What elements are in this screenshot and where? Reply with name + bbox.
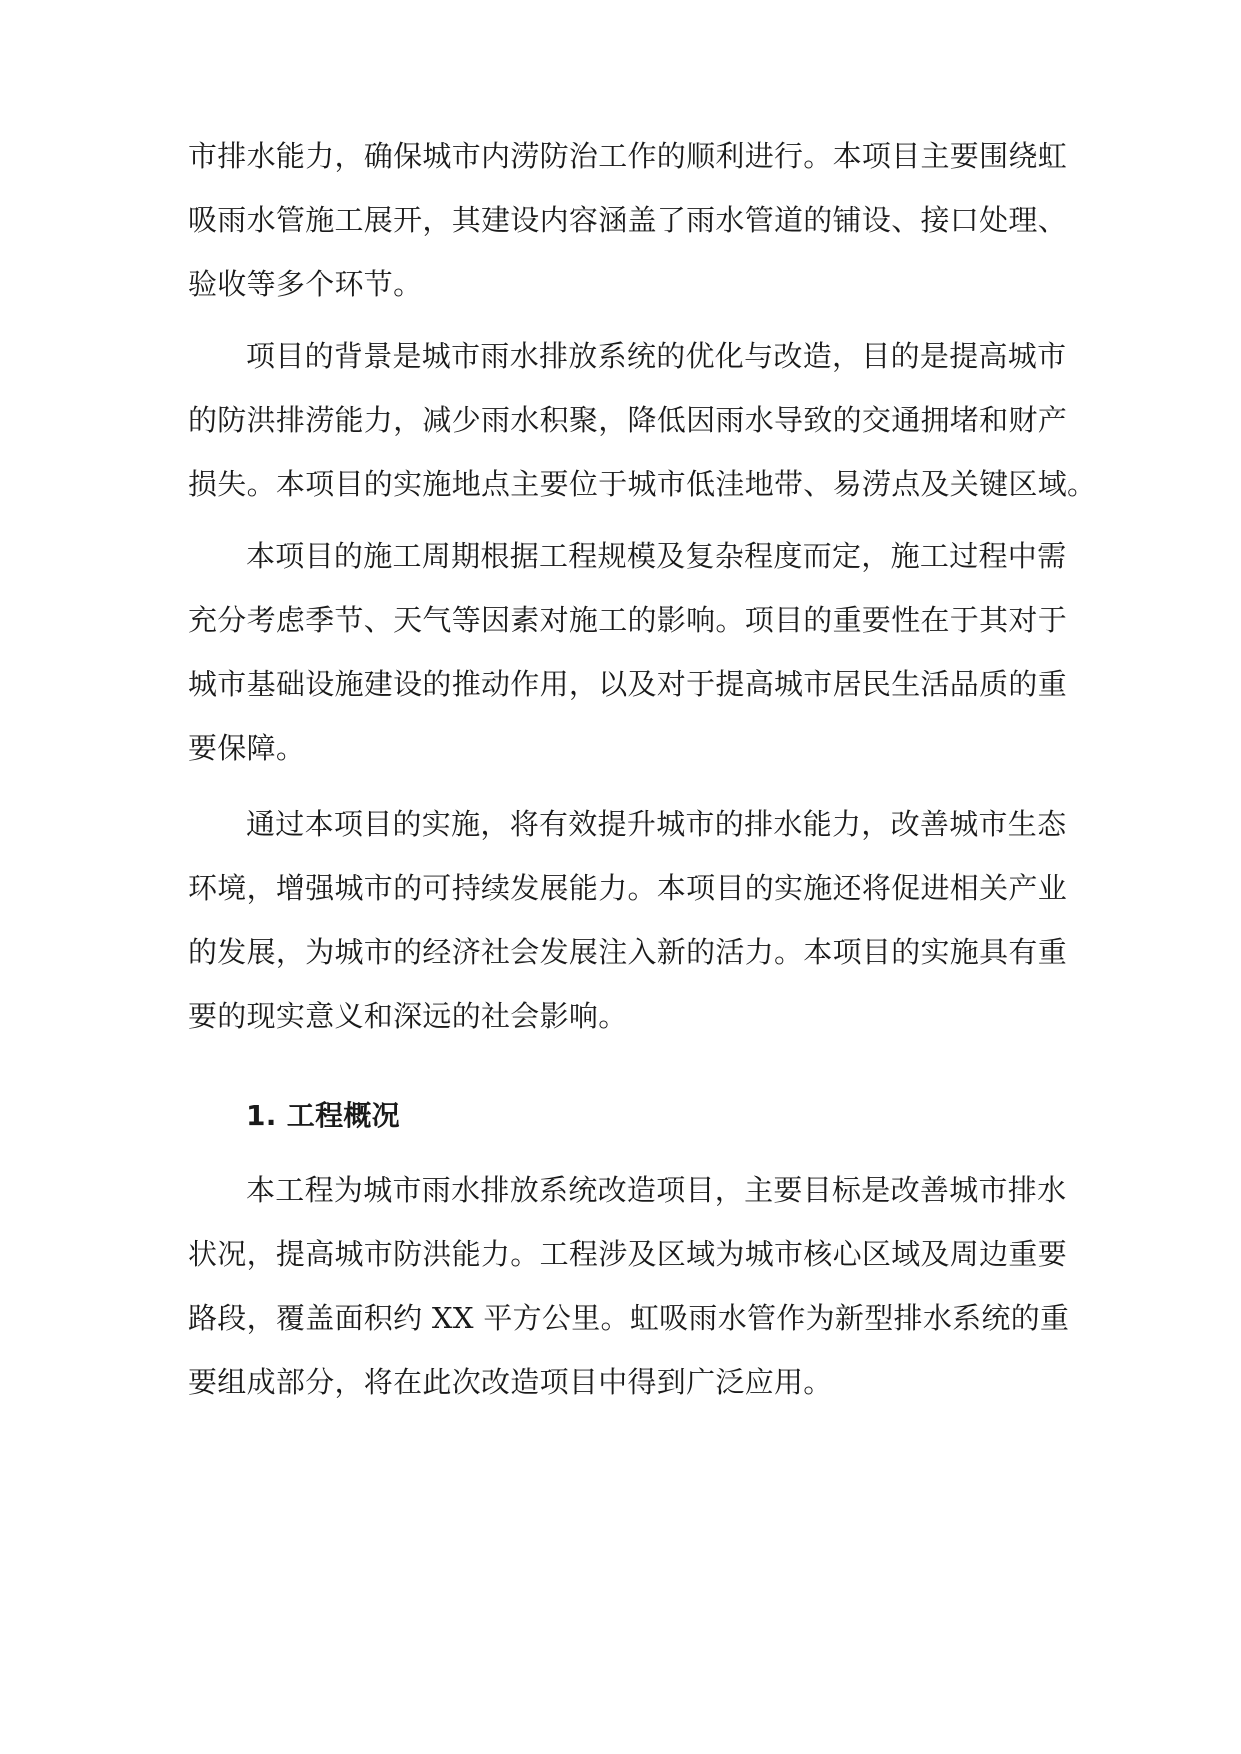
section-heading: 1. 工程概况 bbox=[246, 1099, 400, 1132]
paragraph-5-line-3: 路段，覆盖面积约 XX 平方公里。虹吸雨水管作为新型排水系统的重 bbox=[188, 1301, 1070, 1335]
paragraph-1-line-3: 验收等多个环节。 bbox=[188, 267, 423, 301]
paragraph-5-line-4: 要组成部分，将在此次改造项目中得到广泛应用。 bbox=[188, 1365, 833, 1399]
paragraph-4-line-2: 环境，增强城市的可持续发展能力。本项目的实施还将促进相关产业 bbox=[188, 871, 1068, 905]
paragraph-4-line-4: 要的现实意义和深远的社会影响。 bbox=[188, 999, 628, 1033]
paragraph-2-line-3: 损失。本项目的实施地点主要位于城市低洼地带、易涝点及关键区域。 bbox=[188, 467, 1097, 501]
paragraph-4-line-1: 通过本项目的实施，将有效提升城市的排水能力，改善城市生态 bbox=[246, 807, 1067, 841]
paragraph-5-line-1: 本工程为城市雨水排放系统改造项目，主要目标是改善城市排水 bbox=[246, 1173, 1067, 1207]
paragraph-1-line-2: 吸雨水管施工展开，其建设内容涵盖了雨水管道的铺设、接口处理、 bbox=[188, 203, 1068, 237]
paragraph-2-line-2: 的防洪排涝能力，减少雨水积聚，降低因雨水导致的交通拥堵和财产 bbox=[188, 403, 1068, 437]
paragraph-3-line-4: 要保障。 bbox=[188, 731, 306, 765]
paragraph-2-line-1: 项目的背景是城市雨水排放系统的优化与改造，目的是提高城市 bbox=[246, 339, 1067, 373]
paragraph-1-line-1: 市排水能力，确保城市内涝防治工作的顺利进行。本项目主要围绕虹 bbox=[188, 139, 1068, 173]
paragraph-5-line-2: 状况，提高城市防洪能力。工程涉及区域为城市核心区域及周边重要 bbox=[188, 1237, 1068, 1271]
paragraph-3-line-1: 本项目的施工周期根据工程规模及复杂程度而定，施工过程中需 bbox=[246, 539, 1067, 573]
paragraph-3-line-2: 充分考虑季节、天气等因素对施工的影响。项目的重要性在于其对于 bbox=[188, 603, 1068, 637]
paragraph-4-line-3: 的发展，为城市的经济社会发展注入新的活力。本项目的实施具有重 bbox=[188, 935, 1068, 969]
paragraph-3-line-3: 城市基础设施建设的推动作用，以及对于提高城市居民生活品质的重 bbox=[188, 667, 1068, 701]
